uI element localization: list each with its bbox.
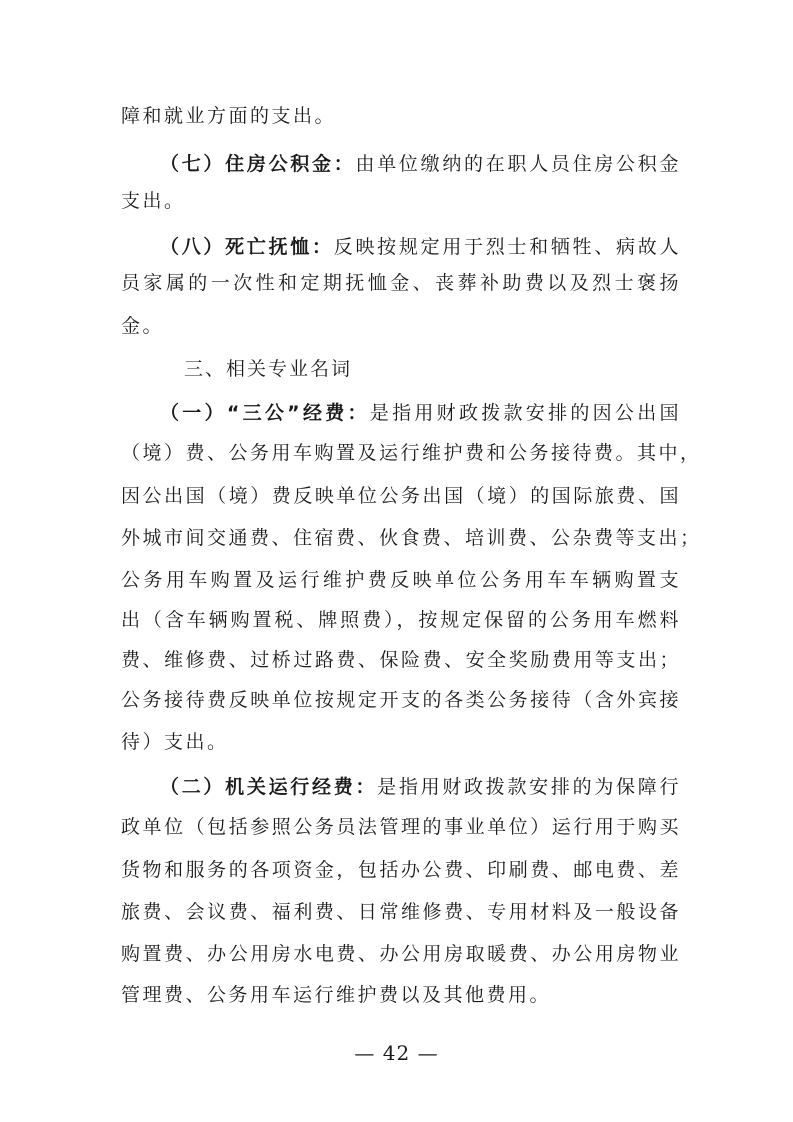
body-text: 障和就业方面的支出。 bbox=[121, 105, 337, 127]
body-text: 因公出国（境）费反映单位公务出国（境）的国际旅费、国 bbox=[121, 485, 681, 507]
body-text: 反映按规定用于烈士和牺牲、病故人 bbox=[333, 236, 681, 258]
body-line bbox=[121, 270, 681, 296]
body-text: 政单位（包括参照公务员法管理的事业单位）运行用于购买 bbox=[121, 816, 681, 838]
body-text: 由单位缴纳的在职人员住房公积金 bbox=[355, 153, 681, 175]
body-line bbox=[121, 647, 681, 673]
section-heading-housing-fund: （七）住房公积金： bbox=[160, 153, 356, 175]
body-text: 管理费、公务用车运行维护费以及其他费用。 bbox=[121, 984, 552, 1006]
body-text: 金。 bbox=[121, 315, 165, 337]
body-line bbox=[121, 982, 681, 1008]
section-heading-operating-funds: （二）机关运行经费： bbox=[160, 776, 378, 798]
body-line bbox=[160, 234, 681, 260]
body-text: 支出。 bbox=[121, 190, 186, 212]
body-line bbox=[160, 151, 681, 177]
section-heading-death-pension: （八）死亡抚恤： bbox=[160, 236, 334, 258]
body-line bbox=[121, 483, 681, 509]
body-line bbox=[121, 567, 681, 593]
body-text: 公务用车购置及运行维护费反映单位公务用车车辆购置支 bbox=[121, 569, 681, 591]
body-text: 购置费、办公用房水电费、办公用房取暖费、办公用房物业 bbox=[121, 943, 681, 965]
page-number: — 42 — bbox=[354, 1041, 439, 1065]
body-text: 外城市间交通费、住宿费、伙食费、培训费、公杂费等支出； bbox=[121, 527, 702, 549]
body-text: 待）支出。 bbox=[121, 731, 229, 753]
chapter-heading bbox=[184, 356, 352, 382]
body-line bbox=[121, 729, 681, 755]
body-line bbox=[121, 941, 681, 967]
body-text: 员家属的一次性和定期抚恤金、丧葬补助费以及烈士褒扬 bbox=[121, 272, 681, 294]
body-line bbox=[121, 899, 681, 925]
body-line bbox=[160, 774, 681, 800]
body-text: 费、维修费、过桥过路费、保险费、安全奖励费用等支出； bbox=[121, 649, 681, 671]
body-text: 是指用财政拨款安排的因公出国 bbox=[369, 402, 681, 424]
body-line bbox=[121, 313, 681, 339]
section-heading-three-public: （一）“三公”经费： bbox=[160, 402, 370, 424]
body-text: 出（含车辆购置税、牌照费），按规定保留的公务用车燃料 bbox=[121, 609, 681, 631]
body-line bbox=[121, 440, 702, 466]
body-text: （境）费、公务用车购置及运行维护费和公务接待费。其中， bbox=[121, 442, 702, 464]
body-line bbox=[121, 687, 681, 713]
body-text: 是指用财政拨款安排的为保障行 bbox=[377, 776, 681, 798]
body-text: 公务接待费反映单位按规定开支的各类公务接待（含外宾接 bbox=[121, 689, 681, 711]
body-text: 旅费、会议费、福利费、日常维修费、专用材料及一般设备 bbox=[121, 901, 681, 923]
body-line bbox=[121, 525, 702, 551]
body-line bbox=[121, 103, 681, 129]
body-line bbox=[121, 857, 681, 883]
body-line bbox=[121, 607, 681, 633]
chapter-heading-text: 三、相关专业名词 bbox=[184, 358, 353, 380]
body-line bbox=[121, 814, 681, 840]
body-line bbox=[160, 400, 681, 426]
body-line bbox=[121, 188, 681, 214]
body-text: 货物和服务的各项资金，包括办公费、印刷费、邮电费、差 bbox=[121, 859, 681, 881]
